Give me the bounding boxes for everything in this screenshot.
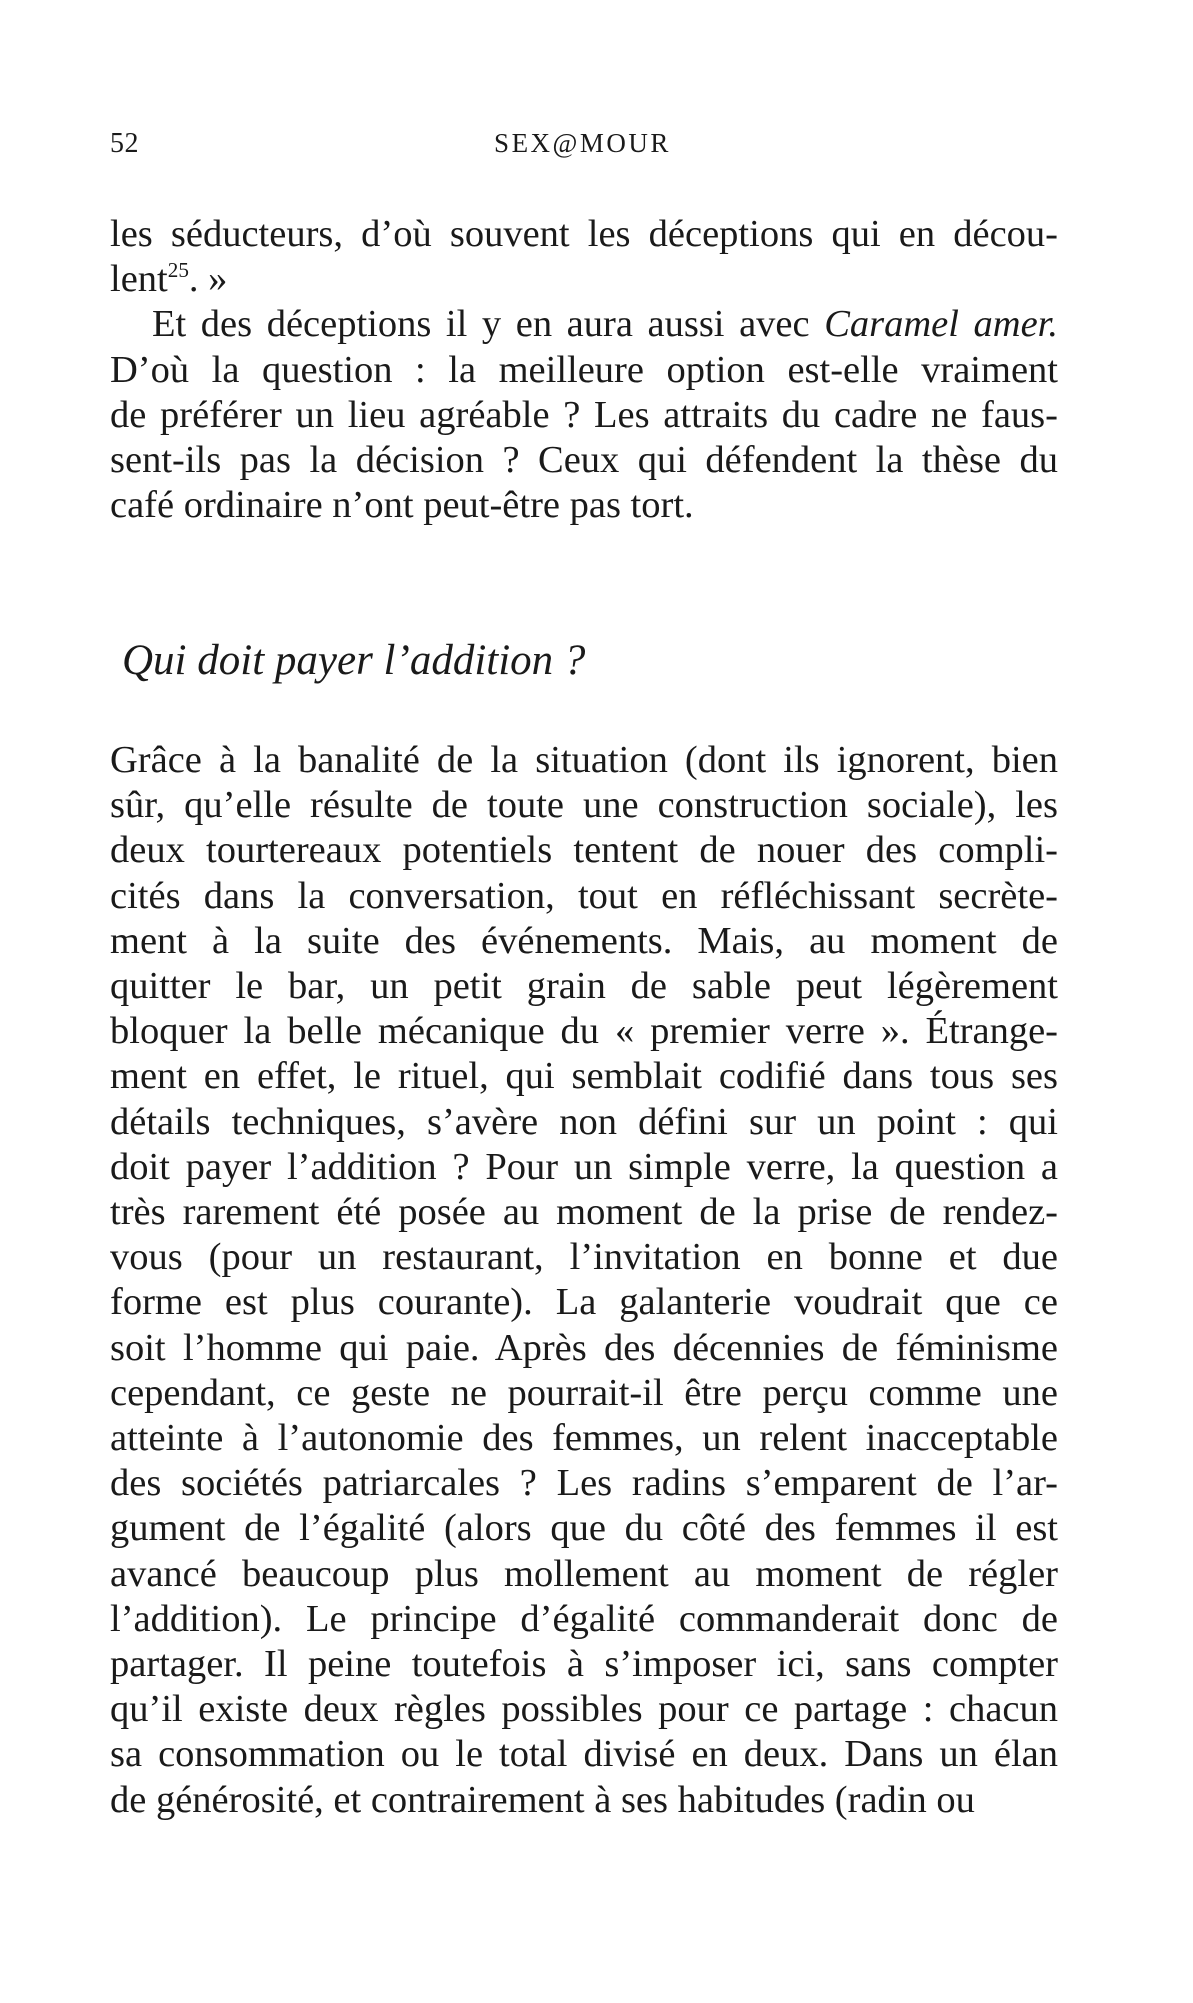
paragraph-continued xyxy=(110,212,1058,302)
text-line: vous (pour un restaurant, l’invitation en bonne et due xyxy=(110,1236,1058,1279)
text-line: qu’il existe deux règles possibles pour ce partage : chacun xyxy=(110,1688,1058,1731)
text-line: des sociétés patriarcales ? Les radins s’emparent de l’ar- xyxy=(110,1462,1058,1505)
text-line: bloquer la belle mécanique du « premier verre ». Étrange- xyxy=(110,1010,1058,1053)
paragraph xyxy=(110,738,1058,1823)
text-line: partager. Il peine toutefois à s’imposer ici, sans compter xyxy=(110,1643,1058,1686)
text-line: cependant, ce geste ne pourrait-il être perçu comme une xyxy=(110,1371,1058,1414)
text-line: ment en effet, le rituel, qui semblait codifié dans tous ses xyxy=(110,1055,1058,1098)
text-block-top xyxy=(110,212,1058,528)
text-line: très rarement été posée au moment de la prise de rendez- xyxy=(110,1191,1058,1234)
text-line: doit payer l’addition ? Pour un simple verre, la question a xyxy=(110,1145,1058,1188)
section-heading: Qui doit payer l’addition ? xyxy=(122,637,586,684)
text-line: gument de l’égalité (alors que du côté des femmes il est xyxy=(110,1507,1058,1550)
text-line: deux tourtereaux potentiels tentent de nouer des compli- xyxy=(110,829,1058,872)
text-line: de générosité, et contrairement à ses habitudes (radin ou xyxy=(110,1778,975,1821)
text-line: sa consommation ou le total divisé en deux. Dans un élan xyxy=(110,1733,1058,1776)
text-line: café ordinaire n’ont peut-être pas tort. xyxy=(110,484,694,527)
text-line: soit l’homme qui paie. Après des décennies de féminisme xyxy=(110,1326,1058,1369)
text-fragment: . » xyxy=(188,258,228,301)
running-title: SEX@MOUR xyxy=(494,128,671,158)
text-fragment: lent xyxy=(110,258,168,301)
text-line: les séducteurs, d’où souvent les déceptions qui en décou- xyxy=(110,213,1058,255)
text-line: détails techniques, s’avère non défini sur un point : qui xyxy=(110,1100,1058,1143)
text-line: sûr, qu’elle résulte de toute une construction sociale), les xyxy=(110,784,1058,827)
footnote-ref: 25 xyxy=(167,258,189,283)
running-head xyxy=(110,128,1055,168)
text-line: avancé beaucoup plus mollement au moment de régler xyxy=(110,1552,1058,1595)
text-line: de préférer un lieu agréable ? Les attraits du cadre ne faus- xyxy=(110,393,1058,436)
text-line: ment à la suite des événements. Mais, au moment de xyxy=(110,919,1058,962)
text-line: D’où la question : la meilleure option est-elle vraiment xyxy=(110,348,1058,391)
text-line xyxy=(110,257,1058,302)
text-line: cités dans la conversation, tout en réfléchissant secrète- xyxy=(110,874,1058,917)
text-line: Grâce à la banalité de la situation (dont ils ignorent, bien xyxy=(110,739,1058,781)
text-line: quitter le bar, un petit grain de sable peut légèrement xyxy=(110,965,1058,1008)
text-fragment: Et des déceptions il y en aura aussi avec xyxy=(152,303,825,346)
page-number: 52 xyxy=(110,128,139,159)
book-title-italic: Caramel amer. xyxy=(824,303,1059,346)
text-line: forme est plus courante). La galanterie voudrait que ce xyxy=(110,1281,1058,1324)
text-block-body xyxy=(110,738,1058,1823)
text-line: l’addition). Le principe d’égalité commanderait donc de xyxy=(110,1597,1058,1640)
text-line xyxy=(110,302,1058,347)
paragraph xyxy=(110,302,1058,528)
text-line: sent-ils pas la décision ? Ceux qui défendent la thèse du xyxy=(110,439,1058,482)
text-line: atteinte à l’autonomie des femmes, un relent inacceptable xyxy=(110,1417,1058,1460)
